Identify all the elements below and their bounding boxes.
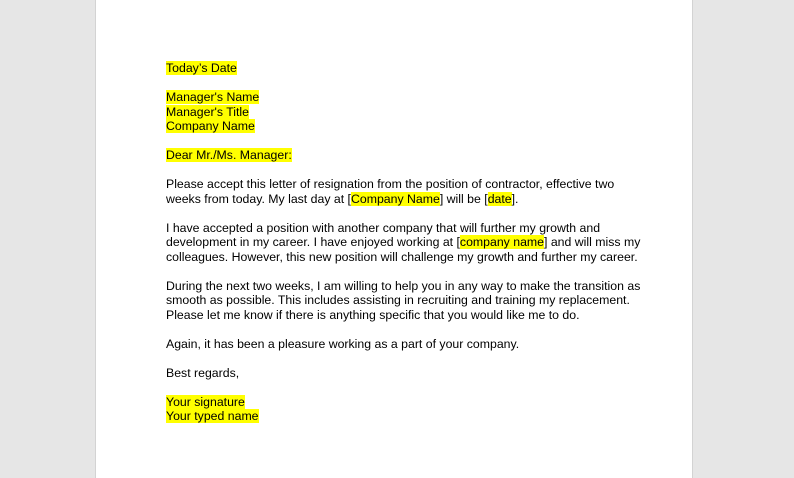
- typed-name-placeholder: Your typed name: [166, 409, 259, 423]
- document-page[interactable]: [95, 0, 693, 478]
- letter-body: [166, 61, 641, 424]
- manager-name-line: [166, 90, 636, 105]
- paragraph-line: I have accepted a position with another company that will further my growth and: [166, 220, 601, 235]
- signature-placeholder: Your signature: [166, 394, 245, 409]
- signature-line: [166, 395, 636, 410]
- company-name-inline-placeholder: Company Name: [350, 191, 440, 206]
- manager-name-placeholder: Manager's Name: [166, 90, 260, 104]
- paragraph-line: colleagues. However, this new position will challenge my growth and further my career.: [166, 249, 638, 264]
- date-line: [166, 61, 636, 76]
- paragraph-line: weeks from today. My last day at [Company Name] will be [date].: [166, 191, 519, 206]
- salutation-line: [166, 148, 636, 163]
- paragraph-thanks: Again, it has been a pleasure working as a part of your company.: [166, 336, 520, 351]
- date-inline-placeholder: date: [487, 191, 512, 206]
- paragraph-line: Please let me know if there is anything specific that you would like me to do.: [166, 307, 580, 322]
- paragraph-line: smooth as possible. This includes assisting in recruiting and training my replacement.: [166, 293, 630, 307]
- paragraph-line: During the next two weeks, I am willing to help you in any way to make the transition as: [166, 278, 641, 293]
- manager-title-line: [166, 105, 636, 120]
- paragraph-line: Please accept this letter of resignation from the position of contractor, effective two: [166, 177, 615, 191]
- salutation-placeholder: Dear Mr./Ms. Manager:: [166, 148, 292, 162]
- paragraph-resignation: [166, 177, 636, 206]
- manager-title-placeholder: Manager's Title: [166, 104, 249, 119]
- company-name-line: [166, 119, 636, 134]
- paragraph-line: development in my career. I have enjoyed working at [company name] and will miss my: [166, 235, 641, 249]
- company-name-placeholder: Company Name: [166, 119, 255, 133]
- paragraph-new-position: [166, 220, 641, 265]
- paragraph-transition: [166, 278, 641, 323]
- typed-name-line: [166, 409, 636, 424]
- company-name-inline-placeholder: company name: [459, 235, 544, 249]
- closing-line: Best regards,: [166, 365, 240, 380]
- date-placeholder: Today’s Date: [166, 61, 237, 75]
